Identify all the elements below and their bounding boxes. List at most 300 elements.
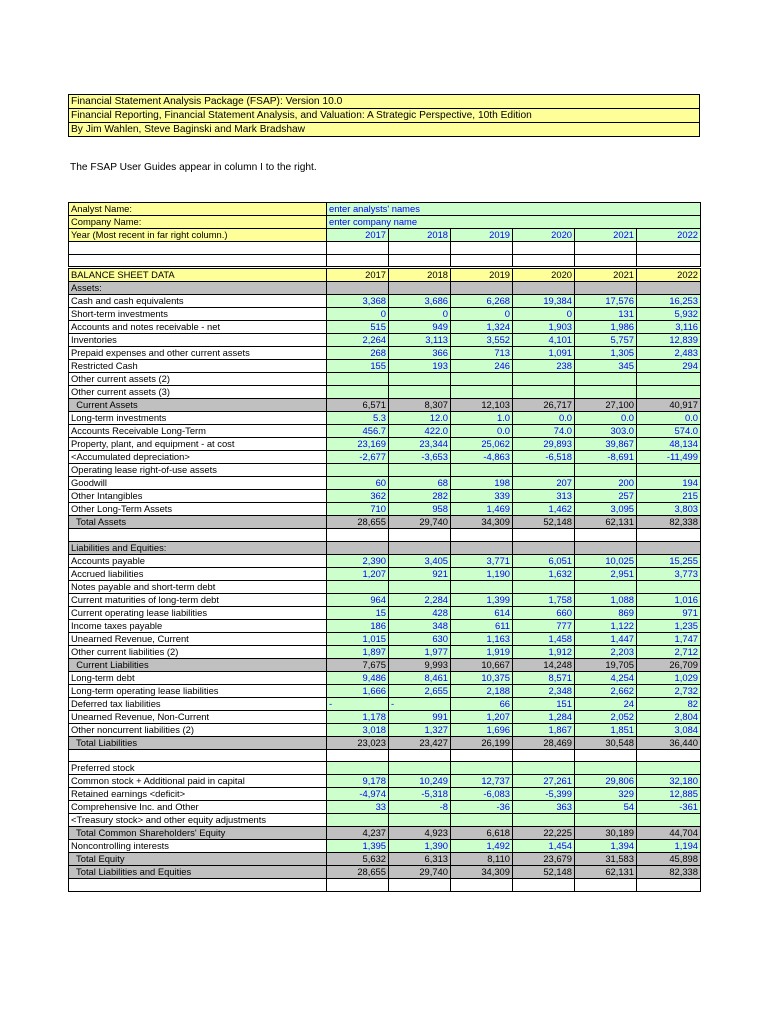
value-cell[interactable] xyxy=(575,580,637,593)
row-label: Current Assets xyxy=(69,399,327,412)
value-cell[interactable]: 5,757 xyxy=(575,334,637,347)
value-cell[interactable]: 1,447 xyxy=(575,632,637,645)
blank-cell xyxy=(451,254,513,267)
value-cell[interactable]: 3,368 xyxy=(327,295,389,308)
value-cell xyxy=(513,749,575,762)
value-cell[interactable]: 313 xyxy=(513,490,575,503)
value-cell[interactable]: 958 xyxy=(389,503,451,516)
total-value-cell: 36,440 xyxy=(637,736,701,749)
value-cell[interactable]: 1,284 xyxy=(513,710,575,723)
value-cell[interactable]: 3,084 xyxy=(637,723,701,736)
value-cell[interactable]: 366 xyxy=(389,347,451,360)
value-cell[interactable]: 614 xyxy=(451,606,513,619)
value-cell[interactable]: 1,305 xyxy=(575,347,637,360)
value-cell[interactable]: 1,986 xyxy=(575,321,637,334)
value-cell[interactable] xyxy=(327,580,389,593)
value-cell[interactable]: 3,116 xyxy=(637,321,701,334)
value-cell[interactable]: -361 xyxy=(637,801,701,814)
company-name-input[interactable]: enter company name xyxy=(327,216,701,229)
value-cell xyxy=(451,529,513,542)
row-label: Other Long-Term Assets xyxy=(69,503,327,516)
total-value-cell: 6,618 xyxy=(451,827,513,840)
value-cell[interactable]: 1,327 xyxy=(389,723,451,736)
row-label: Total Liabilities xyxy=(69,736,327,749)
value-cell[interactable]: 29,893 xyxy=(513,438,575,451)
table-row xyxy=(69,788,701,801)
total-value-cell: 23,427 xyxy=(389,736,451,749)
value-cell[interactable]: 2,951 xyxy=(575,567,637,580)
value-cell[interactable]: 39,867 xyxy=(575,438,637,451)
value-cell[interactable]: 1,015 xyxy=(327,632,389,645)
value-cell[interactable]: 3,095 xyxy=(575,503,637,516)
value-cell[interactable]: 0 xyxy=(389,308,451,321)
row-label: Accrued liabilities xyxy=(69,567,327,580)
value-cell[interactable]: 1,458 xyxy=(513,632,575,645)
value-cell[interactable]: 1,088 xyxy=(575,593,637,606)
total-value-cell: 14,248 xyxy=(513,658,575,671)
table-row xyxy=(69,425,701,438)
total-value-cell: 23,679 xyxy=(513,853,575,866)
value-cell[interactable]: 1,696 xyxy=(451,723,513,736)
value-cell[interactable]: 25,062 xyxy=(451,438,513,451)
row-label: Notes payable and short-term debt xyxy=(69,580,327,593)
value-cell[interactable]: - xyxy=(327,697,389,710)
value-cell[interactable]: 710 xyxy=(327,503,389,516)
value-cell[interactable]: 921 xyxy=(389,567,451,580)
year-header: 2019 xyxy=(451,269,513,282)
value-cell[interactable]: 869 xyxy=(575,606,637,619)
value-cell[interactable]: 348 xyxy=(389,619,451,632)
row-label: Accounts and notes receivable - net xyxy=(69,321,327,334)
value-cell[interactable]: 1,122 xyxy=(575,619,637,632)
table-row xyxy=(69,347,701,360)
value-cell xyxy=(513,529,575,542)
table-row xyxy=(69,762,701,775)
year-input[interactable]: 2017 xyxy=(327,229,389,242)
value-cell[interactable]: 23,344 xyxy=(389,438,451,451)
value-cell[interactable] xyxy=(637,814,701,827)
section-fill-cell xyxy=(327,541,389,554)
value-cell[interactable]: 54 xyxy=(575,801,637,814)
value-cell[interactable]: 2,264 xyxy=(327,334,389,347)
value-cell[interactable]: 1,235 xyxy=(637,619,701,632)
value-cell[interactable]: 215 xyxy=(637,490,701,503)
row-label: Long-term debt xyxy=(69,671,327,684)
table-row xyxy=(69,321,701,334)
value-cell[interactable]: 268 xyxy=(327,347,389,360)
row-label: Prepaid expenses and other current assets xyxy=(69,347,327,360)
value-cell xyxy=(451,749,513,762)
value-cell[interactable]: 1,091 xyxy=(513,347,575,360)
value-cell[interactable]: 32,180 xyxy=(637,775,701,788)
value-cell[interactable] xyxy=(513,762,575,775)
value-cell[interactable] xyxy=(327,386,389,399)
value-cell[interactable]: 194 xyxy=(637,477,701,490)
value-cell[interactable]: 660 xyxy=(513,606,575,619)
value-cell[interactable]: 68 xyxy=(389,477,451,490)
value-cell[interactable]: -2,677 xyxy=(327,451,389,464)
table-row xyxy=(69,879,701,892)
total-value-cell: 62,131 xyxy=(575,866,637,879)
value-cell[interactable]: 238 xyxy=(513,360,575,373)
value-cell[interactable] xyxy=(637,580,701,593)
value-cell[interactable]: 303.0 xyxy=(575,425,637,438)
value-cell[interactable] xyxy=(389,464,451,477)
value-cell[interactable]: 713 xyxy=(451,347,513,360)
row-label: Common stock + Additional paid in capital xyxy=(69,775,327,788)
total-value-cell: 28,469 xyxy=(513,736,575,749)
value-cell[interactable]: 1,390 xyxy=(389,840,451,853)
value-cell[interactable]: 3,113 xyxy=(389,334,451,347)
value-cell[interactable]: 1,190 xyxy=(451,567,513,580)
value-cell[interactable]: 1,207 xyxy=(327,567,389,580)
value-cell[interactable]: 2,052 xyxy=(575,710,637,723)
value-cell[interactable]: 12,839 xyxy=(637,334,701,347)
value-cell[interactable] xyxy=(327,814,389,827)
value-cell[interactable]: 4,101 xyxy=(513,334,575,347)
value-cell[interactable] xyxy=(513,580,575,593)
value-cell[interactable] xyxy=(451,762,513,775)
value-cell[interactable]: 1,903 xyxy=(513,321,575,334)
row-label: Total Equity xyxy=(69,853,327,866)
blank-cell xyxy=(575,242,637,255)
year-input[interactable]: 2022 xyxy=(637,229,701,242)
value-cell[interactable]: 29,806 xyxy=(575,775,637,788)
value-cell[interactable]: 1,912 xyxy=(513,645,575,658)
total-value-cell: 8,110 xyxy=(451,853,513,866)
value-cell[interactable]: - xyxy=(389,697,451,710)
value-cell[interactable]: 66 xyxy=(451,697,513,710)
value-cell[interactable]: 16,253 xyxy=(637,295,701,308)
value-cell[interactable]: 23,169 xyxy=(327,438,389,451)
value-cell[interactable] xyxy=(389,386,451,399)
row-label: Other current liabilities (2) xyxy=(69,645,327,658)
value-cell[interactable]: 33 xyxy=(327,801,389,814)
value-cell[interactable]: 294 xyxy=(637,360,701,373)
value-cell[interactable]: 363 xyxy=(513,801,575,814)
value-cell[interactable]: 10,375 xyxy=(451,671,513,684)
table-row xyxy=(69,749,701,762)
value-cell[interactable]: 257 xyxy=(575,490,637,503)
value-cell[interactable]: -5,318 xyxy=(389,788,451,801)
value-cell[interactable]: 60 xyxy=(327,477,389,490)
value-cell[interactable]: 630 xyxy=(389,632,451,645)
value-cell[interactable]: 131 xyxy=(575,308,637,321)
value-cell[interactable]: 2,188 xyxy=(451,684,513,697)
value-cell[interactable]: 1,462 xyxy=(513,503,575,516)
value-cell[interactable]: 777 xyxy=(513,619,575,632)
value-cell[interactable]: 1,867 xyxy=(513,723,575,736)
value-cell[interactable] xyxy=(451,814,513,827)
value-cell[interactable]: 574.0 xyxy=(637,425,701,438)
value-cell[interactable]: 0.0 xyxy=(637,412,701,425)
value-cell[interactable]: 1,758 xyxy=(513,593,575,606)
value-cell[interactable]: -3,653 xyxy=(389,451,451,464)
total-row xyxy=(69,658,701,671)
value-cell[interactable]: 193 xyxy=(389,360,451,373)
info-block xyxy=(68,202,701,267)
blank-cell xyxy=(69,254,327,267)
value-cell[interactable]: 949 xyxy=(389,321,451,334)
total-value-cell: 82,338 xyxy=(637,866,701,879)
value-cell[interactable] xyxy=(451,580,513,593)
value-cell[interactable] xyxy=(513,386,575,399)
balance-sheet-title: BALANCE SHEET DATA xyxy=(69,269,327,282)
value-cell[interactable] xyxy=(451,386,513,399)
value-cell[interactable] xyxy=(637,464,701,477)
value-cell[interactable]: 12,885 xyxy=(637,788,701,801)
value-cell[interactable]: 3,552 xyxy=(451,334,513,347)
value-cell[interactable]: 1,395 xyxy=(327,840,389,853)
value-cell[interactable] xyxy=(451,464,513,477)
table-row xyxy=(69,801,701,814)
value-cell[interactable]: 1,399 xyxy=(451,593,513,606)
value-cell[interactable]: 2,712 xyxy=(637,645,701,658)
total-value-cell: 40,917 xyxy=(637,399,701,412)
table-row xyxy=(69,619,701,632)
year-header: 2022 xyxy=(637,269,701,282)
value-cell[interactable]: 1,747 xyxy=(637,632,701,645)
value-cell[interactable]: 2,483 xyxy=(637,347,701,360)
value-cell[interactable]: 17,576 xyxy=(575,295,637,308)
section-fill-cell xyxy=(513,541,575,554)
year-input[interactable]: 2019 xyxy=(451,229,513,242)
value-cell[interactable]: 0 xyxy=(513,308,575,321)
value-cell xyxy=(637,749,701,762)
table-row xyxy=(69,710,701,723)
value-cell[interactable]: 3,771 xyxy=(451,554,513,567)
year-input[interactable]: 2018 xyxy=(389,229,451,242)
value-cell[interactable]: -5,399 xyxy=(513,788,575,801)
value-cell[interactable]: 362 xyxy=(327,490,389,503)
value-cell[interactable]: 1,632 xyxy=(513,567,575,580)
total-value-cell: 82,338 xyxy=(637,516,701,529)
value-cell[interactable]: 6,051 xyxy=(513,554,575,567)
value-cell[interactable] xyxy=(327,762,389,775)
value-cell[interactable]: 3,405 xyxy=(389,554,451,567)
total-value-cell: 62,131 xyxy=(575,516,637,529)
total-value-cell: 29,740 xyxy=(389,866,451,879)
year-input[interactable]: 2021 xyxy=(575,229,637,242)
value-cell[interactable]: 456.7 xyxy=(327,425,389,438)
value-cell[interactable] xyxy=(575,464,637,477)
value-cell[interactable]: 5.3 xyxy=(327,412,389,425)
value-cell[interactable]: 2,732 xyxy=(637,684,701,697)
value-cell[interactable]: 964 xyxy=(327,593,389,606)
value-cell[interactable]: 8,461 xyxy=(389,671,451,684)
value-cell[interactable] xyxy=(575,762,637,775)
value-cell[interactable]: 0 xyxy=(327,308,389,321)
value-cell[interactable] xyxy=(327,373,389,386)
total-value-cell: 6,571 xyxy=(327,399,389,412)
value-cell[interactable] xyxy=(513,373,575,386)
value-cell[interactable]: 1,977 xyxy=(389,645,451,658)
total-value-cell: 5,632 xyxy=(327,853,389,866)
value-cell[interactable]: 186 xyxy=(327,619,389,632)
value-cell[interactable]: 1,469 xyxy=(451,503,513,516)
value-cell[interactable]: -6,083 xyxy=(451,788,513,801)
value-cell[interactable]: 82 xyxy=(637,697,701,710)
value-cell[interactable]: 10,025 xyxy=(575,554,637,567)
value-cell[interactable]: 0 xyxy=(451,308,513,321)
value-cell[interactable]: 1,029 xyxy=(637,671,701,684)
value-cell[interactable]: 3,686 xyxy=(389,295,451,308)
total-value-cell: 26,717 xyxy=(513,399,575,412)
section-fill-cell xyxy=(575,282,637,295)
value-cell[interactable]: 2,655 xyxy=(389,684,451,697)
value-cell[interactable]: 19,384 xyxy=(513,295,575,308)
total-value-cell: 28,655 xyxy=(327,516,389,529)
value-cell[interactable]: 1,897 xyxy=(327,645,389,658)
value-cell[interactable]: 12.0 xyxy=(389,412,451,425)
value-cell[interactable]: 151 xyxy=(513,697,575,710)
value-cell[interactable]: 10,249 xyxy=(389,775,451,788)
table-row xyxy=(69,632,701,645)
value-cell[interactable] xyxy=(389,580,451,593)
value-cell[interactable]: 282 xyxy=(389,490,451,503)
value-cell[interactable]: -4,974 xyxy=(327,788,389,801)
value-cell[interactable]: 2,203 xyxy=(575,645,637,658)
value-cell[interactable]: 1.0 xyxy=(451,412,513,425)
value-cell xyxy=(637,879,701,892)
value-cell[interactable]: 8,571 xyxy=(513,671,575,684)
value-cell[interactable]: 329 xyxy=(575,788,637,801)
row-label: Accounts payable xyxy=(69,554,327,567)
value-cell[interactable]: 1,324 xyxy=(451,321,513,334)
total-value-cell: 52,148 xyxy=(513,866,575,879)
value-cell[interactable]: 1,207 xyxy=(451,710,513,723)
value-cell[interactable]: 198 xyxy=(451,477,513,490)
row-label: Preferred stock xyxy=(69,762,327,775)
value-cell xyxy=(389,749,451,762)
value-cell[interactable]: -11,499 xyxy=(637,451,701,464)
balance-sheet xyxy=(68,268,701,892)
value-cell[interactable]: -8,691 xyxy=(575,451,637,464)
value-cell[interactable]: 1,194 xyxy=(637,840,701,853)
value-cell[interactable]: 200 xyxy=(575,477,637,490)
value-cell[interactable]: 0.0 xyxy=(513,412,575,425)
intro-text: The FSAP User Guides appear in column I to the right. xyxy=(70,162,317,173)
value-cell[interactable]: 6,268 xyxy=(451,295,513,308)
section-label: Liabilities and Equities: xyxy=(69,541,327,554)
value-cell[interactable] xyxy=(637,373,701,386)
value-cell[interactable]: -4,863 xyxy=(451,451,513,464)
value-cell[interactable] xyxy=(327,464,389,477)
value-cell[interactable]: 2,662 xyxy=(575,684,637,697)
row-label: Comprehensive Inc. and Other xyxy=(69,801,327,814)
table-row xyxy=(69,451,701,464)
row-label: Total Common Shareholders' Equity xyxy=(69,827,327,840)
value-cell[interactable]: 345 xyxy=(575,360,637,373)
value-cell[interactable]: 2,804 xyxy=(637,710,701,723)
table-row xyxy=(69,593,701,606)
value-cell xyxy=(451,879,513,892)
table-row xyxy=(69,438,701,451)
value-cell[interactable]: 5,932 xyxy=(637,308,701,321)
value-cell[interactable]: -36 xyxy=(451,801,513,814)
value-cell[interactable]: 428 xyxy=(389,606,451,619)
value-cell[interactable]: 991 xyxy=(389,710,451,723)
value-cell[interactable]: 422.0 xyxy=(389,425,451,438)
blank-cell xyxy=(451,242,513,255)
value-cell[interactable]: 1,454 xyxy=(513,840,575,853)
section-row xyxy=(69,541,701,554)
value-cell[interactable] xyxy=(575,814,637,827)
value-cell[interactable]: 9,178 xyxy=(327,775,389,788)
value-cell[interactable] xyxy=(513,814,575,827)
value-cell[interactable]: 3,803 xyxy=(637,503,701,516)
table-row xyxy=(69,606,701,619)
analyst-name-input[interactable]: enter analysts' names xyxy=(327,203,701,216)
value-cell[interactable]: 1,492 xyxy=(451,840,513,853)
value-cell[interactable] xyxy=(389,762,451,775)
year-input[interactable]: 2020 xyxy=(513,229,575,242)
value-cell[interactable]: 1,851 xyxy=(575,723,637,736)
value-cell[interactable] xyxy=(389,373,451,386)
value-cell[interactable]: 24 xyxy=(575,697,637,710)
table-row xyxy=(69,580,701,593)
value-cell[interactable]: 48,134 xyxy=(637,438,701,451)
value-cell[interactable]: 4,254 xyxy=(575,671,637,684)
value-cell[interactable]: 611 xyxy=(451,619,513,632)
value-cell[interactable]: 155 xyxy=(327,360,389,373)
value-cell[interactable]: 3,018 xyxy=(327,723,389,736)
value-cell[interactable]: 12,737 xyxy=(451,775,513,788)
value-cell[interactable] xyxy=(389,814,451,827)
value-cell[interactable] xyxy=(637,762,701,775)
value-cell[interactable]: 3,773 xyxy=(637,567,701,580)
total-value-cell: 8,307 xyxy=(389,399,451,412)
value-cell[interactable]: 339 xyxy=(451,490,513,503)
value-cell[interactable]: 1,163 xyxy=(451,632,513,645)
table-row xyxy=(69,490,701,503)
section-fill-cell xyxy=(637,541,701,554)
value-cell[interactable]: 15,255 xyxy=(637,554,701,567)
value-cell[interactable]: 2,348 xyxy=(513,684,575,697)
row-label xyxy=(69,749,327,762)
value-cell[interactable]: 246 xyxy=(451,360,513,373)
value-cell[interactable]: 971 xyxy=(637,606,701,619)
value-cell[interactable]: 1,394 xyxy=(575,840,637,853)
total-row xyxy=(69,736,701,749)
value-cell[interactable]: 0.0 xyxy=(451,425,513,438)
value-cell[interactable]: 2,284 xyxy=(389,593,451,606)
value-cell[interactable]: 1,016 xyxy=(637,593,701,606)
value-cell[interactable]: 27,261 xyxy=(513,775,575,788)
value-cell[interactable]: 9,486 xyxy=(327,671,389,684)
value-cell[interactable]: 15 xyxy=(327,606,389,619)
value-cell[interactable]: 1,666 xyxy=(327,684,389,697)
section-fill-cell xyxy=(451,541,513,554)
value-cell[interactable] xyxy=(637,386,701,399)
value-cell[interactable]: 74.0 xyxy=(513,425,575,438)
table-row xyxy=(69,840,701,853)
value-cell[interactable]: -8 xyxy=(389,801,451,814)
value-cell[interactable]: 0.0 xyxy=(575,412,637,425)
value-cell[interactable] xyxy=(575,373,637,386)
value-cell[interactable]: 207 xyxy=(513,477,575,490)
value-cell xyxy=(513,879,575,892)
value-cell[interactable]: 1,178 xyxy=(327,710,389,723)
value-cell[interactable]: -6,518 xyxy=(513,451,575,464)
value-cell[interactable]: 1,919 xyxy=(451,645,513,658)
value-cell[interactable] xyxy=(451,373,513,386)
value-cell[interactable] xyxy=(575,386,637,399)
total-value-cell: 26,199 xyxy=(451,736,513,749)
value-cell[interactable]: 2,390 xyxy=(327,554,389,567)
value-cell[interactable] xyxy=(513,464,575,477)
value-cell[interactable]: 515 xyxy=(327,321,389,334)
